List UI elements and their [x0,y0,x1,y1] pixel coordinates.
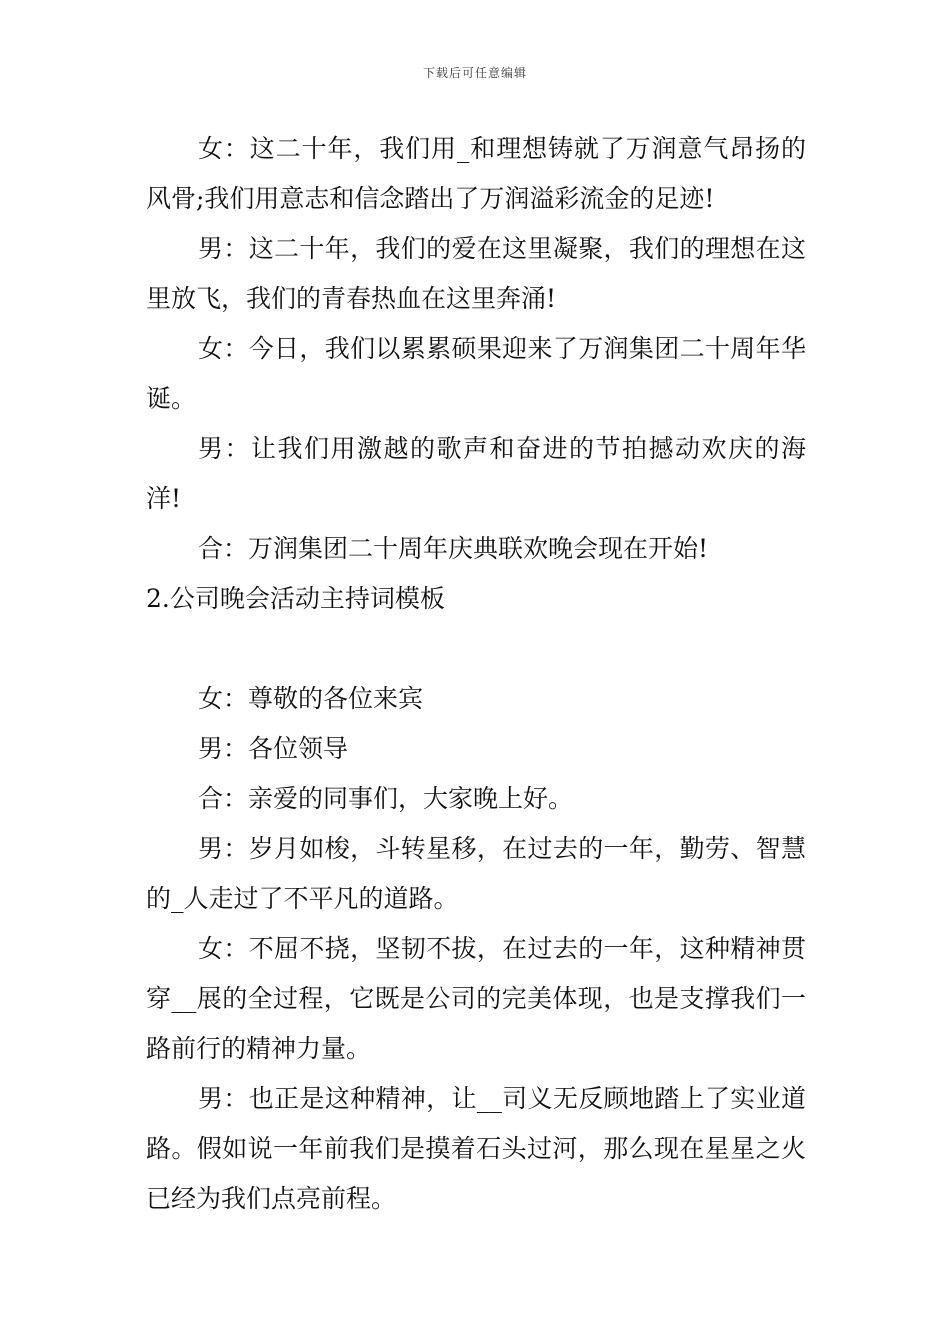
section-heading: 2.公司晚会活动主持词模板 [146,584,445,613]
dialogue-paragraph: 男：这二十年，我们的爱在这里凝聚，我们的理想在这里放飞，我们的青春热血在这里奔涌! [146,234,806,313]
dialogue-paragraph: 女：不屈不挠，坚韧不拔，在过去的一年，这种精神贯穿__展的全过程，它既是公司的完美体现，也是支撑我们一路前行的精神力量。 [146,934,806,1063]
dialogue-paragraph: 男：让我们用激越的歌声和奋进的节拍撼动欢庆的海洋! [146,434,806,513]
dialogue-paragraph: 男：也正是这种精神，让__司义无反顾地踏上了实业道路。假如说一年前我们是摸着石头过河，那么现在星星之火已经为我们点亮前程。 [146,1084,806,1213]
dialogue-paragraph: 女：今日，我们以累累硕果迎来了万润集团二十周年华诞。 [146,334,806,413]
dialogue-paragraph: 男：各位领导 [198,734,349,763]
document-body [146,124,806,1224]
dialogue-paragraph: 女：尊敬的各位来宾 [198,684,424,713]
dialogue-paragraph: 合：万润集团二十周年庆典联欢晚会现在开始! [198,534,709,563]
dialogue-paragraph: 合：亲爱的同事们，大家晚上好。 [198,784,574,813]
blank-line [146,624,806,674]
dialogue-paragraph: 男：岁月如梭，斗转星移，在过去的一年，勤劳、智慧的_人走过了不平凡的道路。 [146,834,806,913]
dialogue-paragraph: 女：这二十年，我们用_和理想铸就了万润意气昂扬的风骨;我们用意志和信念踏出了万润溢彩流金的足迹! [146,134,806,213]
page-header-note: 下载后可任意编辑 [422,66,527,80]
